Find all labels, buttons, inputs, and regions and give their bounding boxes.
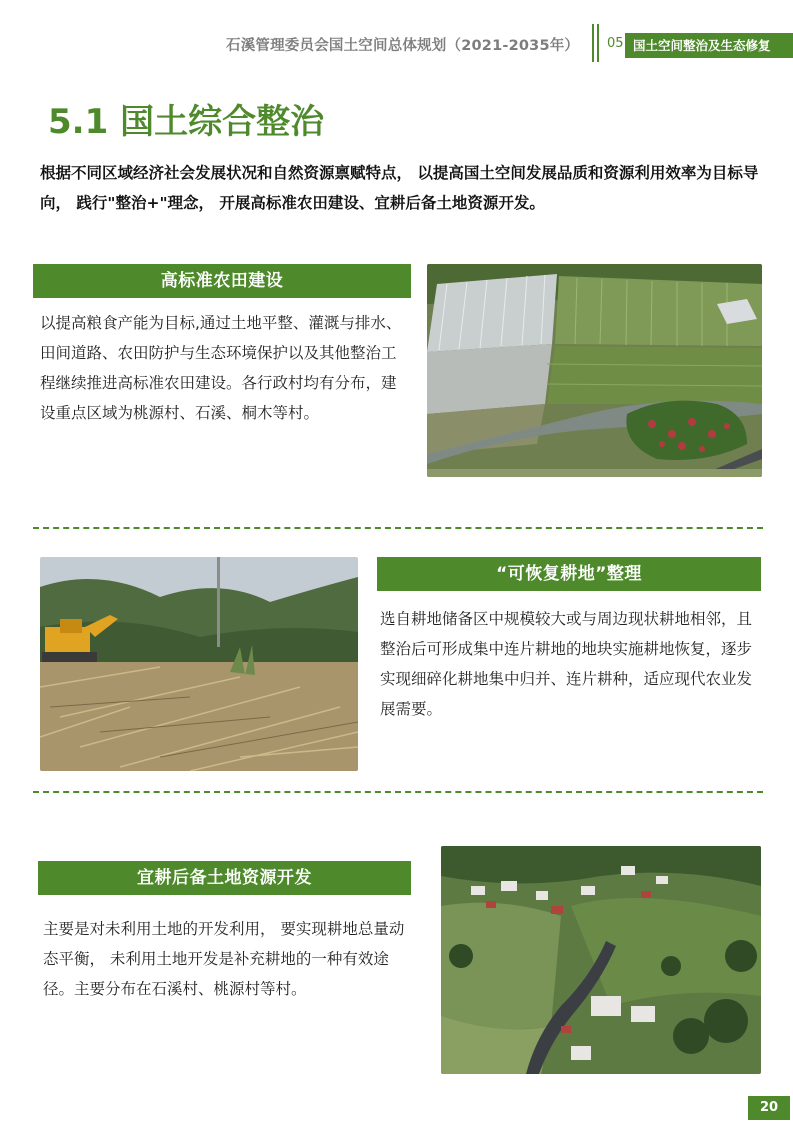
header-divider bbox=[597, 24, 599, 62]
aerial-farmland-photo bbox=[427, 264, 762, 477]
section-divider bbox=[33, 791, 763, 793]
block-heading-recoverable-farmland: “可恢复耕地”整理 bbox=[377, 557, 761, 591]
block-heading-farmland: 高标准农田建设 bbox=[33, 264, 411, 298]
header-divider bbox=[592, 24, 594, 62]
chapter-title: 国土空间整治及生态修复 bbox=[625, 33, 793, 58]
chapter-number: 05 bbox=[607, 36, 624, 51]
block-text-reserve-land: 主要是对未利用土地的开发利用， 要实现耕地总量动态平衡， 未利用土地开发是补充耕地的一种有效途径。主要分布在石溪村、桃源村等村。 bbox=[43, 920, 405, 998]
section-title: 5.1 国土综合整治 bbox=[48, 102, 325, 142]
land-clearing-photo bbox=[40, 557, 358, 771]
block-text-recoverable-farmland: 选自耕地储备区中规模较大或与周边现状耕地相邻，且整治后可形成集中连片耕地的地块实施耕地恢复，逐步实现细碎化耕地集中归并、连片耕种，适应现代农业发展需要。 bbox=[380, 610, 753, 718]
block-heading-reserve-land: 宜耕后备土地资源开发 bbox=[38, 861, 411, 895]
block-text-farmland: 以提高粮食产能为目标,通过土地平整、灌溉与排水、田间道路、农田防护与生态环境保护以及其他整治工程继续推进高标准农田建设。各行政村均有分布，建设重点区域为桃源村、石溪、桐木等村。 bbox=[40, 314, 402, 422]
aerial-village-photo bbox=[441, 846, 761, 1074]
section-divider bbox=[33, 527, 763, 529]
section-intro: 根据不同区域经济社会发展状况和自然资源禀赋特点， 以提高国土空间发展品质和资源利用效率为目标导向， 践行"整治+"理念， 开展高标准农田建设、宜耕后备土地资源开发。 bbox=[40, 164, 759, 212]
page-number: 20 bbox=[748, 1096, 790, 1120]
document-title: 石溪管理委员会国土空间总体规划（2021-2035年） bbox=[226, 38, 580, 54]
